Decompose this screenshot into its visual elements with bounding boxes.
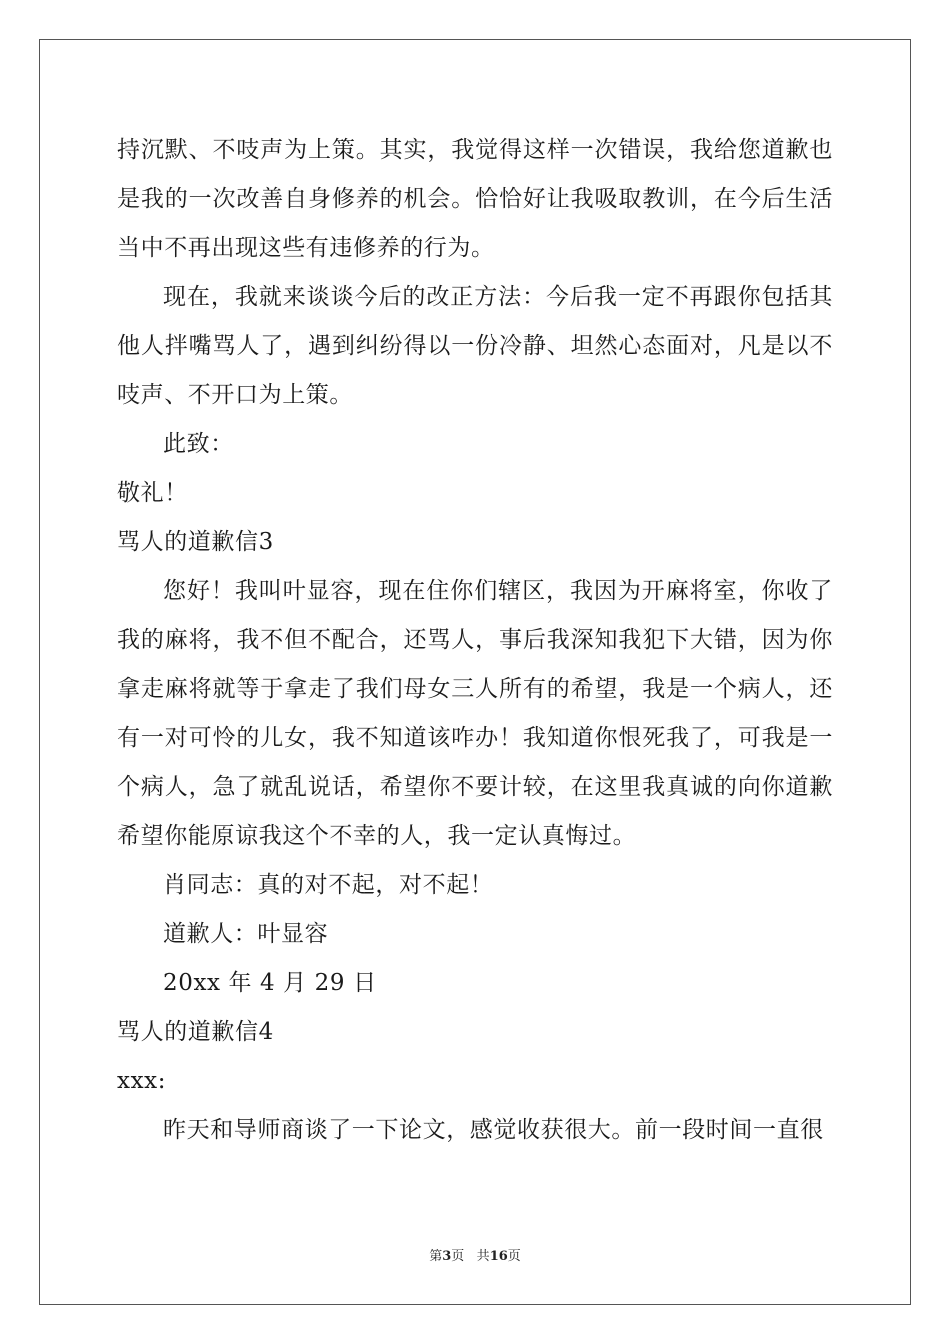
paragraph-4: 昨天和导师商谈了一下论文，感觉收获很大。前一段时间一直很 (163, 1117, 824, 1143)
signature-line: 道歉人：叶显容 (163, 921, 329, 947)
closing-regards: 敬礼！ (117, 480, 188, 506)
paragraph-2: 现在，我就来谈谈今后的改正方法：今后我一定不再跟你包括其他人拌嘴骂人了，遇到纠纷得以一份冷静、坦然心态面对，凡是以不吱声、不开口为上策。 (117, 284, 833, 408)
date-line: 20xx 年 4 月 29 日 (163, 970, 377, 996)
section-heading-3: 骂人的道歉信3 (117, 529, 274, 555)
recipient-line: xxx: (117, 1068, 167, 1094)
footer-page-suffix: 页 (451, 1249, 465, 1264)
section-heading-4: 骂人的道歉信4 (117, 1019, 274, 1045)
document-body (117, 126, 833, 1155)
paragraph-3: 您好！我叫叶显容，现在住你们辖区，我因为开麻将室，你收了我的麻将，我不但不配合，还骂人，事后我深知我犯下大错，因为你拿走麻将就等于拿走了我们母女三人所有的希望，我是一个病人，还有一对可怜的儿女，我不知道该咋办！我知道你恨死我了，可我是一个病人，急了就乱说话，希望你不要计较，在这里我真诚的向你道歉希望你能原谅我这个不幸的人，我一定认真悔过。 (117, 578, 833, 849)
addressee-line: 肖同志：真的对不起，对不起！ (163, 872, 494, 898)
footer-total-prefix: 共 (476, 1249, 490, 1264)
closing-salutation: 此致： (163, 431, 234, 457)
footer-total-pages: 16 (489, 1249, 508, 1264)
footer-prefix: 第 (429, 1249, 443, 1264)
paragraph-1: 持沉默、不吱声为上策。其实，我觉得这样一次错误，我给您道歉也是我的一次改善自身修养的机会。恰恰好让我吸取教训，在今后生活当中不再出现这些有违修养的行为。 (117, 137, 833, 261)
page-footer (0, 1248, 950, 1266)
footer-page-number: 3 (442, 1249, 452, 1264)
footer-total-suffix: 页 (507, 1249, 521, 1264)
